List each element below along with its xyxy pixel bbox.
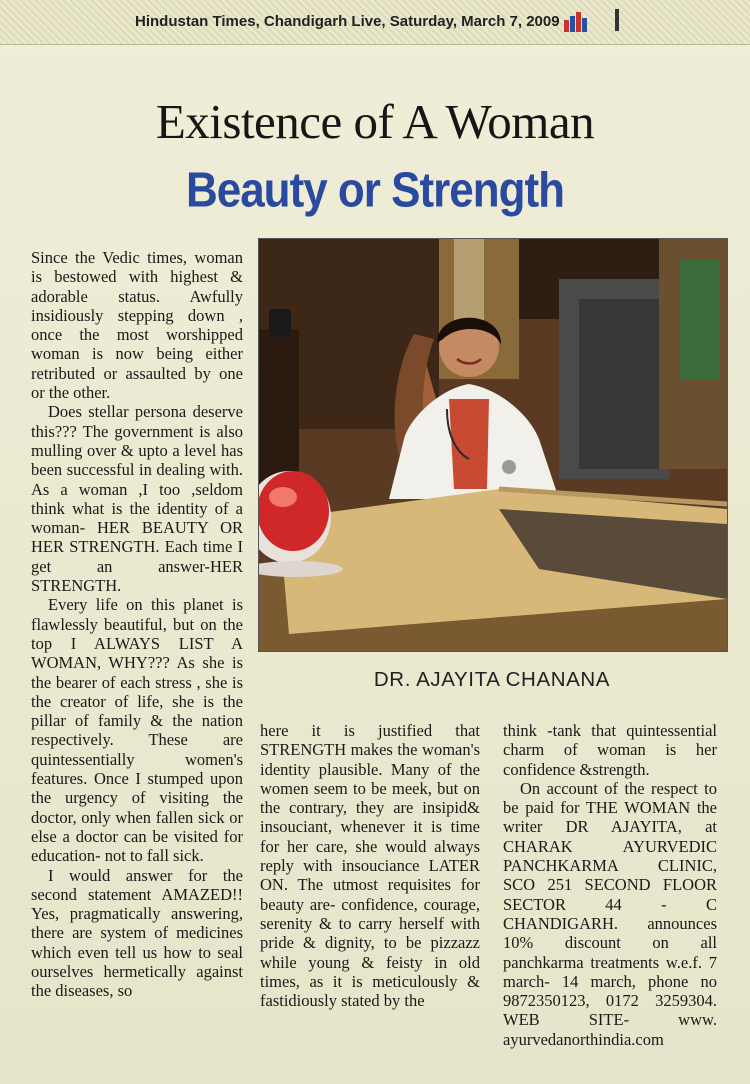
- article-column-1: [31, 248, 243, 1001]
- article-paragraph: Every life on this planet is flawlessly beautiful, but on the top I ALWAYS LIST A WOMAN, WHY??? As she is the bearer of each stress , she is the creator of life, she is the pillar of family & the nation respectively. These are quintessentially women's features. Once I stumped upon the urgency of visiting the doctor, only when fallen sick or else a doctor can be visited for education- not to fall sick.: [31, 595, 243, 866]
- article-subheadline: Beauty or Strength: [185, 163, 565, 218]
- masthead-strip: [0, 0, 750, 45]
- article-paragraph: here it is justified that STRENGTH makes the woman's identity plausible. Many of the women seem to be meek, but on the contrary, they are insipid& insouciant, whenever it is time for her care, she would always reply with insouciance LATER ON. The utmost requisites for beauty are- confidence, courage, serenity & to carry herself with pride & dignity, to be pizzazz while young & feisty in old times, as it is meticulously & fastidiously stated by the: [260, 721, 480, 1011]
- article-paragraph: think -tank that quintessential charm of woman is her confidence &strength.: [503, 721, 717, 779]
- article-headline: Existence of A Woman: [155, 94, 595, 149]
- article-paragraph: I would answer for the second statement AMAZED!! Yes, pragmatically answering, there are system of medicines which even tell us how to seal ourselves hermetically against the diseases, so: [31, 865, 243, 1001]
- article-column-2: [260, 721, 480, 1010]
- article-column-3: [503, 721, 717, 1049]
- article-paragraph: Does stellar persona deserve this??? The government is also mulling over & upto a level has been successful in dealing with. As a woman ,I too ,seldom think what is the identity of a woman- HER BEAUTY OR HER STRENGTH. Each time I get an answer-HER STRENGTH.: [31, 402, 243, 596]
- publication-line: Hindustan Times, Chandigarh Live, Saturday, March 7, 2009: [135, 13, 560, 30]
- page-edge-mark: [615, 9, 619, 31]
- newspaper-logo-icon: [564, 10, 588, 32]
- photo-caption: DR. AJAYITA CHANANA: [373, 668, 611, 691]
- article-paragraph: Since the Vedic times, woman is bestowed with highest & adorable status. Awfully insidiously stepping down , once the most worshipped woman is now being either retributed or assaulted by one or the other.: [31, 248, 243, 403]
- author-photo: [258, 238, 728, 652]
- article-paragraph: On account of the respect to be paid for THE WOMAN the writer DR AJAYITA, at CHARAK AYURVEDIC PANCHKARMA CLINIC, SCO 251 SECOND FLOOR SECTOR 44 - C CHANDIGARH. announces 10% discount on all panchkarma treatments w.e.f. 7 march- 14 march, phone no 9872350123, 0172 3259304. WEB SITE- www. ayurvedanorthindia.com: [503, 778, 717, 1049]
